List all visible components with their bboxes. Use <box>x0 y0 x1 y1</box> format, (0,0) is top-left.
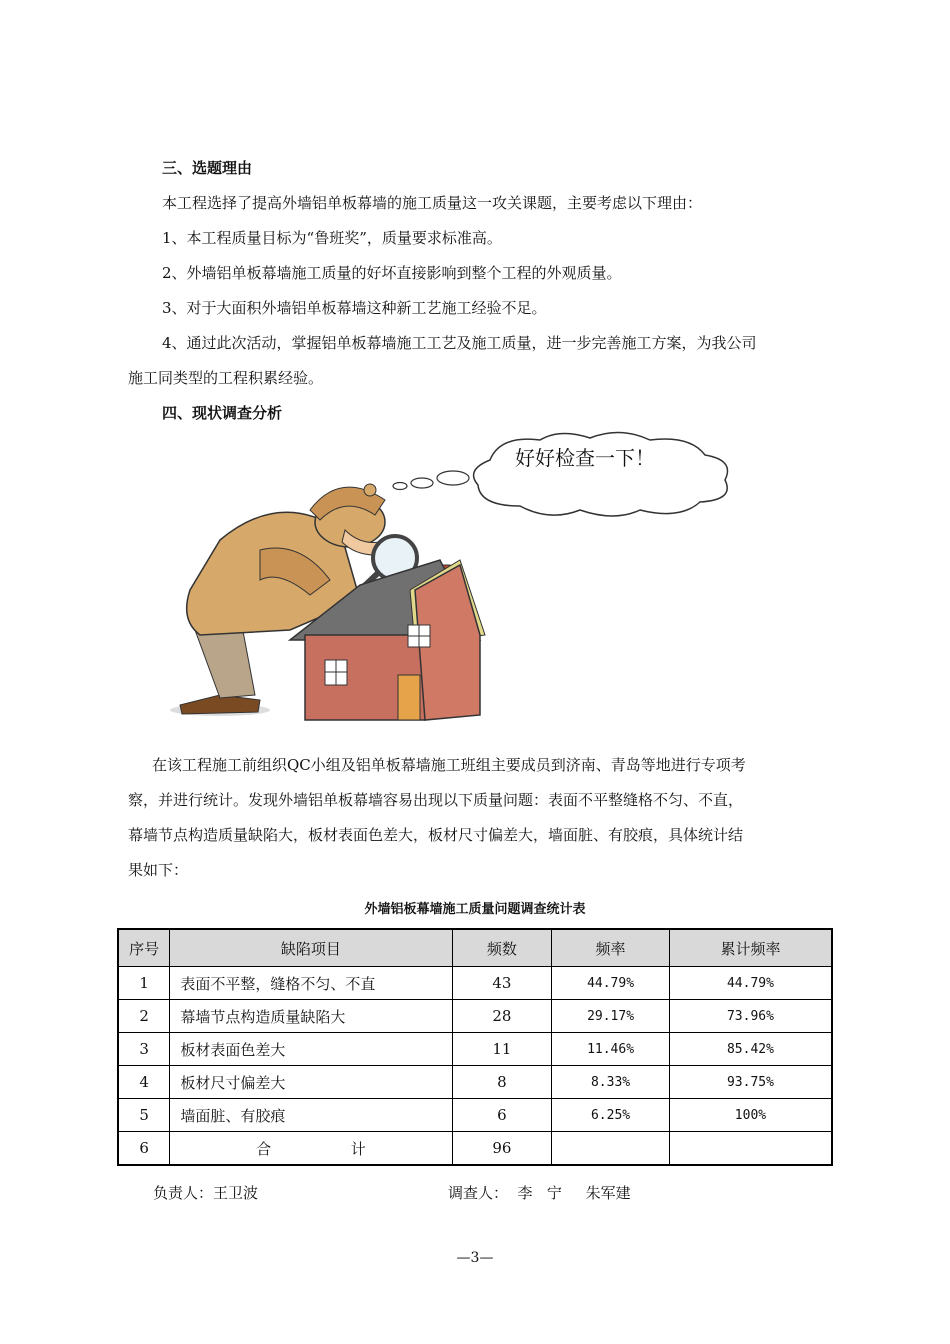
cell-item: 墙面脏、有胶痕 <box>170 1099 452 1132</box>
investigators: 调查人： 李 宁 朱军建 <box>448 1184 631 1202</box>
cell-count: 8 <box>452 1066 552 1099</box>
col-header-no: 序号 <box>118 929 170 967</box>
cell-rate: 6.25% <box>552 1099 670 1132</box>
defect-stat-table <box>117 928 833 1166</box>
table-total-row <box>118 1132 832 1166</box>
cell-no: 5 <box>118 1099 170 1132</box>
section4-heading: 四、现状调查分析 <box>162 404 283 422</box>
table-header-row <box>118 929 832 967</box>
reason-4: 4、通过此次活动，掌握铝单板幕墙施工工艺及施工质量，进一步完善施工方案，为我公司 <box>162 334 757 352</box>
inspector-illustration <box>160 430 740 730</box>
cell-cumulative: 85.42% <box>669 1033 832 1066</box>
cell-no: 1 <box>118 967 170 1000</box>
table-row <box>118 1000 832 1033</box>
col-header-rate: 频率 <box>552 929 670 967</box>
cell-cumulative: 44.79% <box>669 967 832 1000</box>
reason-2: 2、外墙铝单板幕墙施工质量的好坏直接影响到整个工程的外观质量。 <box>162 264 622 282</box>
bubble-text: 好好检查一下！ <box>515 446 655 470</box>
survey-line-3: 幕墙节点构造质量缺陷大，板材表面色差大，板材尺寸偏差大，墙面脏、有胶痕，具体统计结 <box>128 826 744 844</box>
cell-cumulative: 73.96% <box>669 1000 832 1033</box>
survey-line-1: 在该工程施工前组织QC小组及铝单板幕墙施工班组主要成员到济南、青岛等地进行专项考 <box>152 756 746 774</box>
col-header-item: 缺陷项目 <box>170 929 452 967</box>
table-row <box>118 1033 832 1066</box>
section3-heading: 三、选题理由 <box>162 159 253 177</box>
cell-rate: 29.17% <box>552 1000 670 1033</box>
cell-rate: 11.46% <box>552 1033 670 1066</box>
col-header-cumulative: 累计频率 <box>669 929 832 967</box>
survey-line-2: 察，并进行统计。发现外墙铝单板幕墙容易出现以下质量问题：表面不平整缝格不匀、不直， <box>128 791 744 809</box>
survey-line-4: 果如下： <box>128 861 189 879</box>
cell-item: 表面不平整，缝格不匀、不直 <box>170 967 452 1000</box>
cell-no: 6 <box>118 1132 170 1166</box>
reason-4-cont: 施工同类型的工程积累经验。 <box>128 369 324 387</box>
cell-item: 板材尺寸偏差大 <box>170 1066 452 1099</box>
cell-no: 3 <box>118 1033 170 1066</box>
cell-count: 11 <box>452 1033 552 1066</box>
cell-rate: 8.33% <box>552 1066 670 1099</box>
cell-cumulative: 93.75% <box>669 1066 832 1099</box>
cell-total-count: 96 <box>452 1132 552 1166</box>
total-label-a: 合 <box>256 1139 272 1158</box>
cell-empty <box>552 1132 670 1166</box>
cell-no: 4 <box>118 1066 170 1099</box>
thought-bubble <box>393 432 728 516</box>
table-row <box>118 967 832 1000</box>
table-row <box>118 1099 832 1132</box>
section3-intro: 本工程选择了提高外墙铝单板幕墙的施工质量这一攻关课题，主要考虑以下理由： <box>162 194 703 212</box>
cell-no: 2 <box>118 1000 170 1033</box>
col-header-count: 频数 <box>452 929 552 967</box>
cell-count: 43 <box>452 967 552 1000</box>
cell-total-label <box>170 1132 452 1166</box>
responsible-person: 负责人：王卫波 <box>153 1184 259 1202</box>
cell-rate: 44.79% <box>552 967 670 1000</box>
page-number: —3— <box>456 1250 494 1266</box>
total-label-b: 计 <box>350 1139 366 1158</box>
cell-item: 幕墙节点构造质量缺陷大 <box>170 1000 452 1033</box>
table-caption: 外墙铝板幕墙施工质量问题调查统计表 <box>364 902 586 917</box>
cell-empty <box>669 1132 832 1166</box>
cell-count: 6 <box>452 1099 552 1132</box>
cell-count: 28 <box>452 1000 552 1033</box>
reason-3: 3、对于大面积外墙铝单板幕墙这种新工艺施工经验不足。 <box>162 299 547 317</box>
cell-cumulative: 100% <box>669 1099 832 1132</box>
reason-1: 1、本工程质量目标为“鲁班奖”，质量要求标准高。 <box>162 229 502 247</box>
table-row <box>118 1066 832 1099</box>
cell-item: 板材表面色差大 <box>170 1033 452 1066</box>
